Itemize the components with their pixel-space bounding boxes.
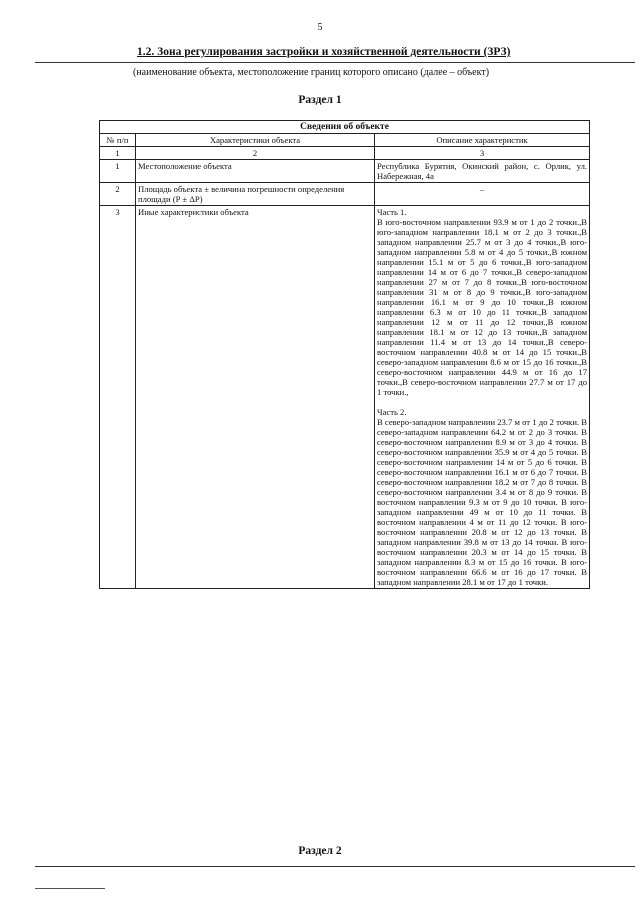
footer-rule	[35, 888, 105, 889]
column-header-description: Описание характеристик	[375, 134, 590, 147]
column-number-1: 1	[100, 147, 136, 160]
part-2-text: В северо-западном направлении 23.7 м от 1 до 2 точки. В северо-западном направлении 64.2 м от 2 до 3 точки. В северо-восточном направлении 8.9 м от 3 до 4 точки. В северо-восточном направлении 35.9 м от 4 до 5 точки. В северо-восточном направлении 14 м от 5 до 6 точки. В северо-восточном направлении 16.1 м от 6 до 7 точки. В северо-восточном направлении 18.2 м от 7 до 8 точки. В северо-восточном направлении 3.4 м от 8 до 9 точки. В восточном направлении 9.3 м от 9 до 10 точки. В юго-западном направлении 49 м от 10 до 11 точки. В восточном направлении 4 м от 11 до 12 точки. В юго-восточном направлении 20.8 м от 12 до 13 точки. В западном направлении 39.8 м от 13 до 14 точки. В юго-восточном направлении 20.3 м от 14 до 15 точки. В западном направлении 8.3 м от 15 до 16 точки. В юго-восточном направлении 66.6 м от 16 до 17 точки. В западном направлении 28.1 м от 17 до 1 точки.	[377, 417, 588, 587]
row-description	[375, 206, 590, 589]
table-row	[100, 183, 590, 206]
row-characteristic: Иные характеристики объекта	[136, 206, 375, 589]
part-1-text: В юго-восточном направлении 93.9 м от 1 до 2 точки.,В юго-западном направлении 18.1 м от 2 до 3 точки.,В западном направлении 25.7 м от 3 до 4 точки.,В юго-западном направлении 5.8 м от 4 до 5 точки.,В южном направлении 15.1 м от 5 до 6 точки.,В юго-западном направлении 14 м от 6 до 7 точки.,В северо-западном направлении 27 м от 7 до 8 точки.,В юго-восточном направлении 31 м от 8 до 9 точки.,В юго-западном направлении 16.1 м от 9 до 10 точки.,В южном направлении 6.3 м от 10 до 11 точки.,В западном направлении 12 м от 11 до 12 точки.,В южном направлении 18.1 м от 12 до 13 точки.,В западном направлении 11.4 м от 13 до 14 точки.,В северо-восточном направлении 40.8 м от 14 до 15 точки.,В северо-западном направлении 8.6 м от 15 до 16 точки.,В северо-восточном направлении 44.9 м от 16 до 17 точки.,В северо-восточном направлении 27.7 м от 17 до 1 точки.,	[377, 217, 588, 397]
part-2-title: Часть 2.	[377, 407, 407, 417]
table-main-header: Сведения об объекте	[100, 121, 590, 134]
table-main-header-row	[100, 121, 590, 134]
table-row	[100, 206, 590, 589]
table-row	[100, 160, 590, 183]
section-2-heading: Раздел 2	[298, 845, 342, 857]
table-column-header-row	[100, 134, 590, 147]
table-column-number-row	[100, 147, 590, 160]
row-number: 3	[100, 206, 136, 589]
column-header-characteristic: Характеристики объекта	[136, 134, 375, 147]
row-number: 1	[100, 160, 136, 183]
column-header-number: № п/п	[100, 134, 136, 147]
object-info-table	[99, 120, 590, 589]
column-number-2: 2	[136, 147, 375, 160]
page-number: 5	[317, 22, 323, 33]
row-characteristic: Местоположение объекта	[136, 160, 375, 183]
part-spacer	[377, 397, 587, 407]
part-1-title: Часть 1.	[377, 207, 407, 217]
document-subtitle: (наименование объекта, местоположение границ которого описано (далее – объект)	[133, 67, 490, 78]
row-characteristic: Площадь объекта ± величина погрешности определения площади (Р ± ΔР)	[136, 183, 375, 206]
column-number-3: 3	[375, 147, 590, 160]
row-description: Республика Бурятия, Окинский район, с. Орлик, ул. Набережная, 4а	[375, 160, 590, 183]
title-underline-rule	[35, 62, 635, 63]
section-1-heading: Раздел 1	[298, 94, 342, 106]
row-description: –	[375, 183, 590, 206]
row-number: 2	[100, 183, 136, 206]
document-title: 1.2. Зона регулирования застройки и хозяйственной деятельности (ЗРЗ)	[137, 46, 511, 58]
bottom-rule	[35, 866, 635, 867]
